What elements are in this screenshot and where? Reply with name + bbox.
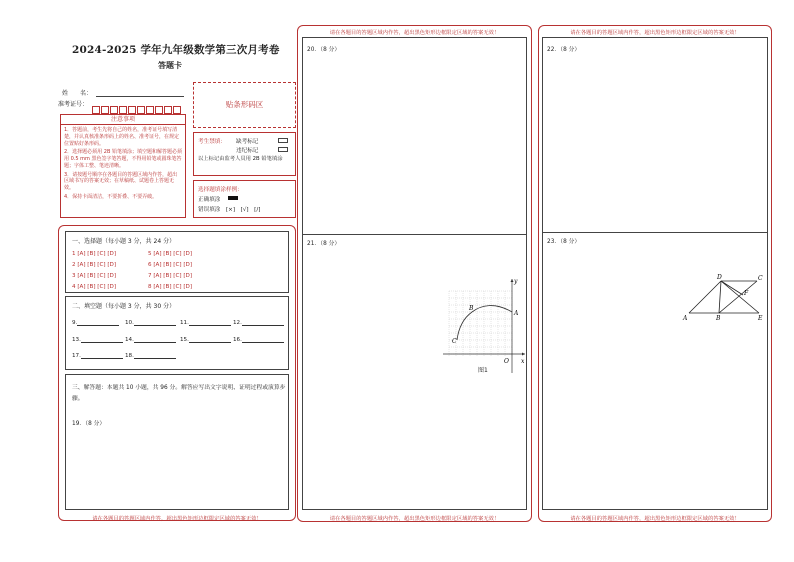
q21-label: 21．（8 分） <box>307 241 341 247</box>
fill-num-14: 14. <box>125 337 134 343</box>
fill-num-17: 17. <box>72 353 81 359</box>
wrong-marks: [×] [√] [/] <box>226 207 261 213</box>
q19-answer-area[interactable] <box>68 429 286 507</box>
warning-col3-top: 请在各题目的答题区域内作答，超出黑色矩形边框限定区域的答案无效！ <box>570 30 740 36</box>
choice-row-3[interactable]: 3 [A] [B] [C] [D] <box>72 273 117 279</box>
fill-blank-18[interactable] <box>134 353 176 359</box>
barcode-label: 贴条形码区 <box>225 100 264 109</box>
fill-num-12: 12. <box>233 320 242 326</box>
exam-title: 2024-2025 学年九年级数学第三次月考卷 <box>72 44 280 56</box>
sample-box <box>193 180 296 218</box>
fill-section-title: 二、填空题（每小题 3 分，共 30 分） <box>72 303 176 310</box>
answer-box-col2 <box>302 37 527 510</box>
fill-blank-13[interactable] <box>81 337 123 343</box>
barcode-area <box>193 82 296 128</box>
answer-sheet-subtitle: 答题卡 <box>158 60 182 70</box>
status-label: 考生禁填： <box>198 139 226 145</box>
warning-col2-top: 请在各题目的答题区域内作答，超出黑色矩形边框限定区域的答案无效！ <box>329 30 500 36</box>
choice-row-4[interactable]: 4 [A] [B] [C] [D] <box>72 284 117 290</box>
fig23-label-C: C <box>758 275 763 282</box>
sample-title: 选择题填涂样例： <box>198 187 243 193</box>
choice-row-8[interactable]: 8 [A] [B] [C] [D] <box>148 284 193 290</box>
fig1-label-x: x <box>521 358 525 365</box>
violation-checkbox[interactable] <box>278 147 288 152</box>
fill-num-18: 18. <box>125 353 134 359</box>
choice-row-5[interactable]: 5 [A] [B] [C] [D] <box>148 251 193 257</box>
note-item: 1．答题前，考生先将自己的姓名，准考证号填写清楚，并认真核准条形码上的姓名、准考证号，在规定位置贴好条形码。 <box>64 127 180 147</box>
fig23-label-A: A <box>683 315 688 322</box>
absent-checkbox[interactable] <box>278 138 288 143</box>
fig1-label-B: B <box>469 305 474 312</box>
fill-blank-14[interactable] <box>134 337 176 343</box>
fill-num-11: 11. <box>180 320 189 326</box>
fill-num-10: 10. <box>125 320 134 326</box>
exam-id-label: 准考证号： <box>58 101 89 108</box>
choice-section <box>65 231 289 293</box>
fill-blank-11[interactable] <box>189 320 231 326</box>
fill-blank-15[interactable] <box>189 337 231 343</box>
figure-1-graph <box>443 275 527 375</box>
choice-section-title: 一、选择题（每小题 3 分，共 24 分） <box>72 238 176 245</box>
note-item: 2．选择题必须用 2B 铅笔填涂；填空题和解答题必须用 0.5 mm 黑色签字笔答题，不得用铅笔或圆珠笔答题；字体工整、笔迹清晰。 <box>64 149 182 169</box>
fill-section <box>65 296 289 370</box>
name-field[interactable] <box>96 96 184 97</box>
choice-row-1[interactable]: 1 [A] [B] [C] [D] <box>72 251 117 257</box>
fill-num-15: 15. <box>180 337 189 343</box>
fig23-label-B: B <box>716 315 721 322</box>
filled-mark <box>228 196 238 200</box>
fill-num-16: 16. <box>233 337 242 343</box>
fig1-label-y: y <box>514 278 518 285</box>
fig1-label-A: A <box>514 310 519 317</box>
status-box <box>193 132 296 176</box>
fig23-label-E: E <box>758 315 763 322</box>
q21-area[interactable] <box>303 235 526 509</box>
notes-box <box>60 114 186 218</box>
fill-num-13: 13. <box>72 337 81 343</box>
violation-label: 违纪标记 <box>236 148 259 154</box>
note-item: 4．保持卡面清洁，不要折叠、不要弄破。 <box>64 193 158 200</box>
fill-blank-12[interactable] <box>242 320 284 326</box>
choice-row-7[interactable]: 7 [A] [B] [C] [D] <box>148 273 193 279</box>
figure-23-geometry <box>681 273 767 323</box>
q19-label: 19．（8 分） <box>72 421 106 427</box>
q23-area[interactable] <box>543 233 767 509</box>
fig23-label-F: F <box>744 290 749 297</box>
choice-row-6[interactable]: 6 [A] [B] [C] [D] <box>148 262 193 268</box>
fill-blank-16[interactable] <box>242 337 284 343</box>
q20-label: 20．（8 分） <box>307 47 341 53</box>
fig1-label-O: O <box>504 358 509 365</box>
fig1-label-C: C <box>452 338 457 345</box>
warning-col2-bottom: 请在各题目的答题区域内作答，超出黑色矩形边框限定区域的答案无效！ <box>329 516 500 522</box>
fill-blank-10[interactable] <box>134 320 176 326</box>
choice-row-2[interactable]: 2 [A] [B] [C] [D] <box>72 262 117 268</box>
name-label: 姓 名： <box>62 90 93 97</box>
fill-blank-17[interactable] <box>81 353 123 359</box>
solution-section-title: 三、解答题：本题共 10 小题，共 96 分。解答应写出文字说明、证明过程或演算步骤。 <box>72 385 286 402</box>
answer-box-col3 <box>542 37 768 510</box>
sample-correct: 正确填涂 <box>198 197 221 203</box>
q22-label: 22．（8 分） <box>547 47 581 53</box>
fill-num-9: 9. <box>72 320 78 326</box>
solution-section <box>65 374 289 510</box>
q23-label: 23．（8 分） <box>547 239 581 245</box>
figure-1-caption: 图1 <box>478 367 488 374</box>
fill-blank-9[interactable] <box>77 320 119 326</box>
sample-wrong: 错误填涂 <box>198 207 221 213</box>
warning-col1: 请在各题目的答题区域内作答，超出黑色矩形边框限定区域的答案无效！ <box>92 516 262 522</box>
q22-area[interactable] <box>543 38 767 232</box>
fig23-label-D: D <box>717 274 722 281</box>
note-item: 3．请按题号顺序在各题目的答题区域内作答，超出区域书写的答案无效；在草稿纸、试题卷上答题无效。 <box>64 171 178 191</box>
notes-title: 注意事项 <box>61 115 185 125</box>
warning-col3-bottom: 请在各题目的答题区域内作答，超出黑色矩形边框限定区域的答案无效！ <box>570 516 740 522</box>
status-note: 以上标记由监考人员用 2B 铅笔填涂 <box>198 156 283 162</box>
absent-label: 缺考标记 <box>236 139 259 145</box>
q20-area[interactable] <box>303 38 526 234</box>
